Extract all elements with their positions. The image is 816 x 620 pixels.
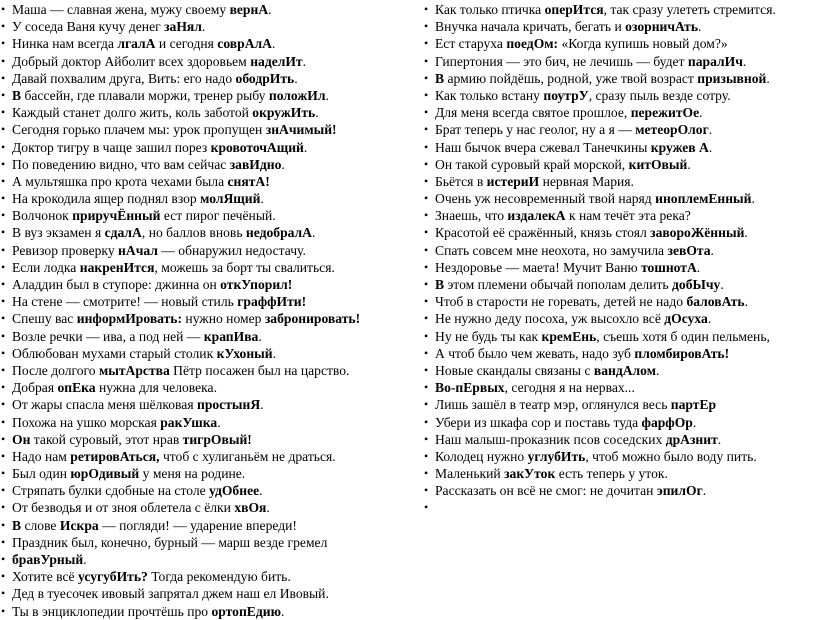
rhyme-line: • Наш малыш-проказник псов соседских дрАзнит.	[423, 431, 816, 448]
rhyme-line: • В этом племени обычай пополам делить добЫчу.	[423, 276, 816, 293]
stressed-word: призывной	[697, 70, 767, 86]
rhyme-line: • Спешу вас информИровать: нужно номер забронировать!	[0, 310, 405, 327]
rhyme-line: • Наш бычок вчера сжевал Танечкины кружев А.	[423, 139, 816, 156]
stressed-word: приручЁнный	[72, 208, 161, 224]
rhyme-line: • По поведению видно, что вам сейчас завИдно.	[0, 156, 405, 173]
stressed-word: партЕр	[670, 397, 717, 413]
stressed-word: Во-пЕрвых	[435, 380, 505, 396]
stressed-word: кровоточАщий	[210, 139, 304, 155]
rhyme-line: • А мультяшка про крота чехами была снятА!	[0, 173, 405, 190]
rhyme-line: • От безводья и от зноя облетела с ёлки хвОя.	[0, 499, 405, 516]
rhyme-line: • бравУрный.	[0, 551, 405, 568]
stressed-word: крапИва	[203, 328, 259, 344]
stressed-word: опЕка	[57, 380, 96, 396]
stressed-word: вандАлом	[593, 362, 656, 378]
stressed-word: откУпорил!	[220, 277, 293, 292]
right-rhyme-list	[423, 1, 816, 517]
rhyme-line: • Бьётся в истериИ нервная Мария.	[423, 173, 816, 190]
stressed-word: В	[12, 517, 22, 533]
stressed-word: эпилОг	[656, 483, 703, 499]
stressed-word: положИл	[268, 87, 326, 103]
stressed-word: завороЖённый	[650, 225, 745, 241]
stressed-word: знАчимый!	[265, 122, 337, 138]
rhyme-line: • А чтоб было чем жевать, надо зуб пломбировАть!	[423, 345, 816, 362]
rhyme-line: • Во-пЕрвых, сегодня я на нервах...	[423, 379, 816, 396]
rhyme-line: • В слове Искра — погляди! — ударение впереди!	[0, 517, 405, 534]
stressed-word: простынЯ	[196, 397, 261, 413]
stressed-word: озорничАть	[625, 19, 699, 35]
stressed-word: закУток	[504, 466, 556, 482]
stressed-word: заНял	[164, 19, 202, 35]
rhyme-line	[423, 499, 816, 516]
rhyme-line: • В вуз экзамен я сдалА, но баллов вновь недобралА.	[0, 224, 405, 241]
stressed-word: кружев А	[650, 139, 709, 155]
rhyme-line: • Чтоб в старости не горевать, детей не надо баловАть.	[423, 293, 816, 310]
stressed-word: ободрИть	[235, 70, 295, 86]
rhyme-line: • Ест старуха поедОм: «Когда купишь новый дом?»	[423, 35, 816, 52]
rhyme-line: • Нинка нам всегда лгалА и сегодня соврАлА.	[0, 35, 405, 52]
rhyme-line: • Для меня всегда святое прошлое, пережитОе.	[423, 104, 816, 121]
rhyme-line: • Очень уж несовременный твой наряд иноплемЕнный.	[423, 190, 816, 207]
stressed-word: удОбнее	[209, 483, 260, 499]
rhyme-line: • Лишь зашёл в театр мэр, оглянулся весь партЕр	[423, 396, 816, 413]
rhyme-line: • Аладдин был в ступоре: джинна он откУпорил!	[0, 276, 405, 293]
stressed-word: кремЕнь	[541, 328, 597, 344]
rhyme-line: • Ревизор проверку нАчал — обнаружил недостачу.	[0, 242, 405, 259]
stressed-word: дрАзнит	[665, 431, 718, 447]
stressed-word: поутрУ	[543, 87, 589, 103]
rhyme-line: • Спать совсем мне неохота, но замучила зевОта.	[423, 242, 816, 259]
stressed-word: наделИт	[250, 53, 303, 69]
stressed-word: снятА!	[227, 173, 270, 189]
stressed-word: Искра	[59, 517, 99, 533]
rhyme-line: • Каждый станет долго жить, коль заботой окружИть.	[0, 104, 405, 121]
rhyme-line: • Дед в туесочек ивовый запрятал джем наш ел Ивовый.	[0, 585, 405, 602]
stressed-word: усугубИть?	[77, 569, 148, 585]
rhyme-line: • Он такой суровый край морской, китОвый.	[423, 156, 816, 173]
stressed-word: окружИть	[252, 105, 316, 121]
stressed-word: вернА	[229, 2, 269, 17]
stressed-word: бравУрный	[12, 552, 84, 567]
rhyme-line: • В армию пойдёшь, родной, уже твой возраст призывной.	[423, 70, 816, 87]
rhyme-line: • Стряпать булки сдобные на столе удОбнее.	[0, 482, 405, 499]
stressed-word: граффИти!	[237, 294, 307, 310]
rhyme-line: • Надо нам ретировАться, чтоб с хулиганьём не драться.	[0, 448, 405, 465]
rhyme-line: • Колодец нужно углубИть, чтоб можно было воду пить.	[423, 448, 816, 465]
stressed-word: ретировАться,	[70, 448, 160, 464]
stressed-word: хвОя	[234, 500, 267, 516]
rhyme-line: • У соседа Ваня кучу денег заНял.	[0, 18, 405, 35]
rhyme-line: • Красотой её сражённый, князь стоял завороЖённый.	[423, 224, 816, 241]
stressed-word: дОсуха	[664, 311, 708, 327]
stressed-word: забронировать!	[264, 311, 361, 327]
stressed-word: добЫчу	[672, 277, 721, 292]
stressed-word: накренИтся	[79, 259, 155, 275]
rhyme-line: • Доктор тигру в чаще зашил порез кровоточАщий.	[0, 139, 405, 156]
rhyme-line: • Не нужно деду посоха, уж высохло всё дОсуха.	[423, 310, 816, 327]
rhyme-line: • Ты в энциклопедии прочтёшь про ортопЕдию.	[0, 603, 405, 620]
stressed-word: тошнотА	[641, 259, 697, 275]
rhyme-line: • Хотите всё усугубИть? Тогда рекомендую бить.	[0, 568, 405, 585]
rhyme-line: • Возле речки — ива, а под ней — крапИва.	[0, 328, 405, 345]
stressed-word: Он	[12, 431, 31, 447]
stressed-word: иноплемЕнный	[655, 191, 752, 207]
rhyme-line: • Внучка начала кричать, бегать и озорничАть.	[423, 18, 816, 35]
rhyme-line: • Рассказать он всё не смог: не дочитан эпилОг.	[423, 482, 816, 499]
rhyme-line: • Как только встану поутрУ, сразу пыль везде сотру.	[423, 87, 816, 104]
rhyme-line: • Давай похвалим друга, Вить: его надо ободрИть.	[0, 70, 405, 87]
stressed-word: паралИч	[687, 53, 743, 69]
stressed-word: пломбировАть!	[634, 345, 730, 361]
stressed-word: китОвый	[628, 156, 688, 172]
stressed-word: баловАть	[686, 294, 745, 310]
rhyme-line: • Новые скандалы связаны с вандАлом.	[423, 362, 816, 379]
stressed-word: В	[435, 277, 445, 292]
stressed-word: юрОдивый	[70, 466, 140, 482]
stressed-word: завИдно	[229, 156, 282, 172]
rhyme-line: • Праздник был, конечно, бурный — марш везде гремел	[0, 534, 405, 551]
stressed-word: мытАрства	[99, 362, 170, 378]
stressed-word: недобралА	[245, 225, 312, 241]
stressed-word: тигрОвый!	[182, 431, 252, 447]
rhyme-line: • Добрый доктор Айболит всех здоровьем наделИт.	[0, 53, 405, 70]
stressed-word: зевОта	[667, 242, 711, 258]
stressed-word: истериИ	[486, 173, 540, 189]
stressed-word: оперИтся	[544, 2, 604, 17]
stressed-word: соврАлА	[217, 36, 272, 52]
rhyme-line: • Как только птичка оперИтся, так сразу улететь стремится.	[423, 1, 816, 18]
stressed-word: издалекА	[507, 208, 566, 224]
rhyme-line: • От жары спасла меня шёлковая простынЯ.	[0, 396, 405, 413]
left-rhyme-list	[0, 1, 405, 620]
rhyme-line: • Облюбован мухами старый столик кУхоный.	[0, 345, 405, 362]
rhyme-line: • Маша — славная жена, мужу своему вернА.	[0, 1, 405, 18]
stressed-word: информИровать:	[76, 311, 183, 327]
rhyme-line: • Знаешь, что издалекА к нам течёт эта река?	[423, 207, 816, 224]
stressed-word: пережитОе	[630, 105, 700, 121]
stressed-word: лгалА	[117, 36, 156, 52]
stressed-word: углубИть	[527, 448, 586, 464]
rhyme-line: • Добрая опЕка нужна для человека.	[0, 379, 405, 396]
stressed-word: ракУшка	[160, 414, 218, 430]
rhyme-line: • Гипертония — это бич, не лечишь — будет паралИч.	[423, 53, 816, 70]
stressed-word: метеорОлог	[635, 122, 709, 138]
rhyme-line: • Он такой суровый, этот нрав тигрОвый!	[0, 431, 405, 448]
stressed-word: В	[12, 87, 22, 103]
rhyme-line: • На крокодила ящер поднял взор молЯщий.	[0, 190, 405, 207]
rhyme-line: • Сегодня горько плачем мы: урок пропущен знАчимый!	[0, 121, 405, 138]
rhyme-line: • Похожа на ушко морская ракУшка.	[0, 414, 405, 431]
stressed-word: сдалА	[104, 225, 142, 241]
stressed-word: ортопЕдию	[211, 603, 281, 619]
stressed-word: кУхоный	[216, 345, 273, 361]
rhyme-line: • Маленький закУток есть теперь у уток.	[423, 465, 816, 482]
rhyme-line: • Нездоровье — маета! Мучит Ваню тошнотА.	[423, 259, 816, 276]
stressed-word: В	[435, 70, 445, 86]
rhyme-line: • После долгого мытАрства Пётр посажен был на царство.	[0, 362, 405, 379]
rhyme-line: • Брат теперь у нас геолог, ну а я — метеорОлог.	[423, 121, 816, 138]
stressed-word: нАчал	[118, 242, 158, 258]
rhyme-line: • Убери из шкафа сор и поставь туда фарфОр.	[423, 414, 816, 431]
rhyme-line: • Волчонок приручЁнный ест пирог печёный.	[0, 207, 405, 224]
rhyme-line: • Если лодка накренИтся, можешь за борт ты свалиться.	[0, 259, 405, 276]
stressed-word: поедОм:	[506, 36, 559, 52]
rhyme-line: • В бассейн, где плавали моржи, тренер рыбу положИл.	[0, 87, 405, 104]
rhyme-line: • Ну не будь ты как кремЕнь, съешь хотя б один пельмень,	[423, 328, 816, 345]
stressed-word: фарфОр	[641, 414, 693, 430]
rhyme-line: • На стене — смотрите! — новый стиль граффИти!	[0, 293, 405, 310]
stressed-word: молЯщий	[200, 191, 261, 207]
rhyme-line: • Был один юрОдивый у меня на родине.	[0, 465, 405, 482]
